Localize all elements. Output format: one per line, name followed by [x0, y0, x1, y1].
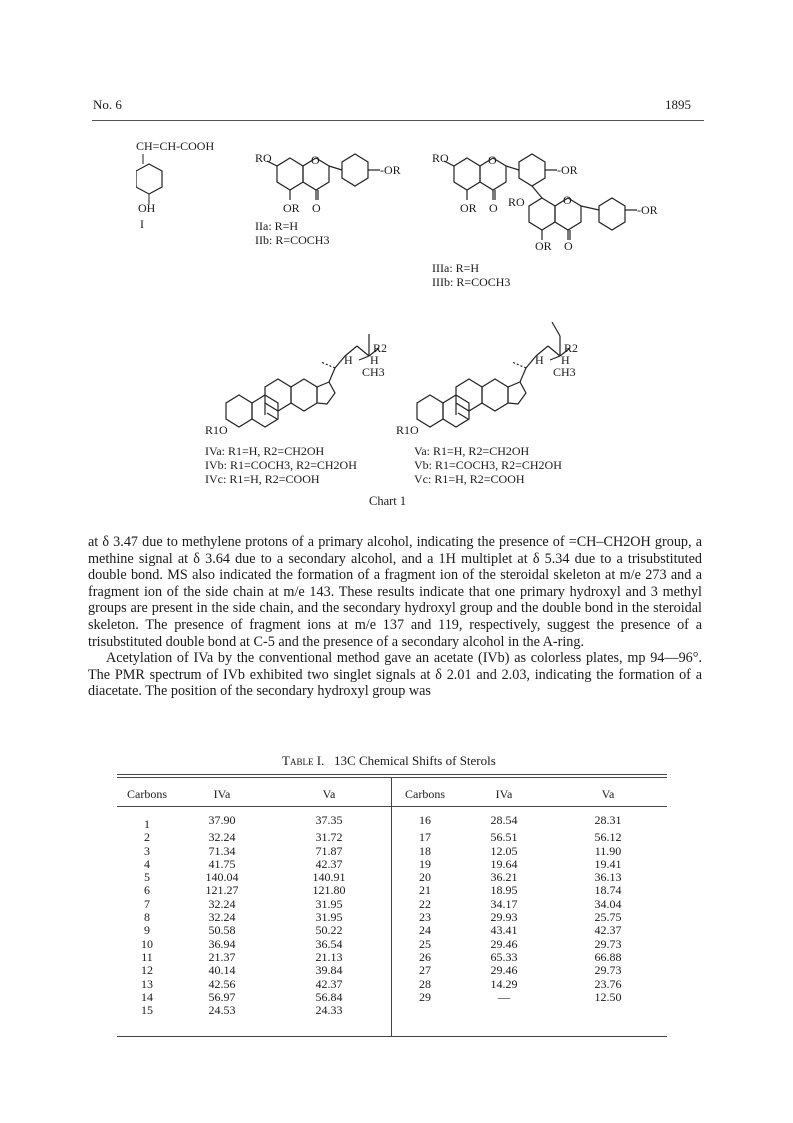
shift-value-cell: 71.34: [208, 843, 236, 858]
compound-label: Vb: R1=COCH3, R2=CH2OH: [414, 458, 562, 472]
compound-label: IIIb: R=COCH3: [432, 275, 511, 289]
shift-value-cell: 50.22: [315, 923, 343, 938]
shift-value-cell: 32.24: [208, 896, 236, 911]
shift-value-cell: 24.33: [315, 1003, 343, 1018]
shift-value-cell: 43.41: [490, 923, 518, 938]
shift-value-cell: 23.76: [594, 976, 622, 991]
shift-value-cell: 32.24: [208, 910, 236, 925]
flavone-skeleton: [255, 150, 405, 220]
ring-oxygen: O: [311, 153, 320, 167]
table-row: [117, 978, 667, 991]
shift-value-cell: 12.05: [490, 843, 518, 858]
substituent-label: OR: [535, 239, 552, 253]
carbon-number-cell: 21: [419, 883, 431, 898]
shift-value-cell: 71.87: [315, 843, 343, 858]
shift-value-cell: 36.94: [208, 936, 236, 951]
shift-value-cell: 42.37: [315, 976, 343, 991]
substituent-label: RO: [508, 195, 525, 209]
shift-value-cell: 42.37: [594, 923, 622, 938]
shift-value-cell: 36.54: [315, 936, 343, 951]
carbon-number-cell: 1: [144, 817, 150, 831]
table-top-rule: [117, 774, 667, 775]
shift-value-cell: 121.80: [312, 883, 346, 898]
shift-value-cell: 140.04: [205, 870, 239, 885]
shift-value-cell: [459, 1004, 549, 1017]
carbon-number-cell: 23: [419, 910, 431, 925]
shift-value-cell: 25.75: [594, 910, 622, 925]
table-title: 13C Chemical Shifts of Sterols: [334, 753, 496, 768]
carbon-number-cell: 20: [419, 870, 431, 885]
table-row: [117, 845, 667, 858]
shift-value-cell: 21.13: [315, 949, 343, 964]
table-row: [117, 858, 667, 871]
carbon-number-cell: 12: [141, 963, 153, 978]
shift-value-cell: 66.88: [594, 949, 622, 964]
carbon-number-cell: 13: [141, 976, 153, 991]
carbon-number-cell: 11: [141, 949, 153, 964]
carbon-number-cell: 22: [419, 896, 431, 911]
shift-value-cell: 56.84: [315, 989, 343, 1004]
shift-value-cell: 41.75: [208, 856, 236, 871]
carbonyl-oxygen: O: [312, 201, 321, 215]
carbon-number-cell: 28: [419, 976, 431, 991]
carbon-number-cell: 17: [419, 830, 431, 845]
substituent-label: R2: [564, 341, 579, 355]
shift-value-cell: 42.56: [208, 976, 236, 991]
shift-value-cell: 14.29: [490, 976, 518, 991]
shift-value-cell: [549, 1004, 667, 1017]
column-header: IVa: [495, 787, 513, 802]
carbon-number-cell: 4: [144, 856, 150, 871]
shift-value-cell: 40.14: [208, 963, 236, 978]
ring-oxygen: O: [488, 153, 497, 167]
carbon-number-cell: 29: [419, 989, 431, 1004]
table-row: [117, 951, 667, 964]
carbon-number-cell: 10: [141, 936, 153, 951]
table-header-row: [117, 780, 667, 810]
carbon-number-cell: 2: [144, 830, 150, 845]
shift-value-cell: 39.84: [315, 963, 343, 978]
compound-label: IVb: R1=COCH3, R2=CH2OH: [205, 458, 357, 472]
table-row: [117, 1004, 667, 1017]
shift-value-cell: 29.73: [594, 963, 622, 978]
shift-value-cell: 140.91: [312, 870, 346, 885]
compound-label: IIa: R=H: [255, 219, 299, 233]
carbonyl-oxygen: O: [489, 201, 498, 215]
journal-issue: No. 6: [93, 97, 122, 112]
shift-value-cell: 24.53: [208, 1003, 236, 1018]
carbon-number-cell: 26: [419, 949, 431, 964]
shift-value-cell: 56.51: [490, 830, 518, 845]
shift-value-cell: 29.93: [490, 910, 518, 925]
page-number: 1895: [665, 97, 691, 112]
table-top-rule: [117, 777, 667, 778]
table-row: [117, 871, 667, 884]
shift-value-cell: 42.37: [315, 856, 343, 871]
carbon-number-cell: 27: [419, 963, 431, 978]
shift-value-cell: 29.46: [490, 936, 518, 951]
carbon-number-cell: 16: [419, 813, 431, 827]
carbon-number-cell: 15: [141, 1003, 153, 1018]
ring-oxygen: O: [563, 193, 572, 207]
shift-value-cell: 29.46: [490, 963, 518, 978]
compound-label: IVc: R1=H, R2=COOH: [205, 472, 320, 486]
shift-value-cell: 56.97: [208, 989, 236, 1004]
substituent-label: OR: [283, 201, 300, 215]
carbon-number-cell: 14: [141, 989, 153, 1004]
substituent-label: -OR: [637, 203, 658, 217]
substituent-label: -OR: [380, 163, 401, 177]
table-row: [117, 964, 667, 977]
methyl-label: CH3: [362, 365, 385, 379]
shift-value-cell: 34.04: [594, 896, 622, 911]
table-row: [117, 911, 667, 924]
paragraph: Acetylation of IVa by the conventional method gave an acetate (IVb) as colorless plates, mp 94—96°. The PMR spectrum of IVb exhibited two singlet signals at δ 2.01 and 2.03, indicating the formation of a diacetate. The position of the secondary hydroxyl group was: [88, 650, 702, 700]
shift-value-cell: 34.17: [490, 896, 518, 911]
shift-value-cell: 36.21: [490, 870, 518, 885]
carbon-number-cell: 7: [144, 896, 150, 911]
carbon-number-cell: 6: [144, 883, 150, 898]
carbon-number-cell: [391, 1004, 459, 1017]
carbon-number-cell: 19: [419, 856, 431, 871]
column-header: Va: [601, 787, 615, 802]
shift-value-cell: 31.95: [315, 896, 343, 911]
column-header: Carbons: [127, 787, 167, 802]
shift-value-cell: 21.37: [208, 949, 236, 964]
shift-value-cell: 32.24: [208, 830, 236, 845]
shift-value-cell: 37.35: [315, 813, 343, 827]
shift-value-cell: 31.72: [315, 830, 343, 845]
table-row: [117, 924, 667, 937]
methyl-label: CH3: [553, 365, 576, 379]
shift-value-cell: 11.90: [594, 843, 622, 858]
shift-value-cell: 65.33: [490, 949, 518, 964]
substituent-label: RO: [255, 151, 272, 165]
column-header: IVa: [213, 787, 231, 802]
hydrogen-label: H: [535, 353, 544, 367]
hydrogen-label: H: [370, 353, 379, 367]
compound-label: IVa: R1=H, R2=CH2OH: [205, 444, 325, 458]
carbonyl-oxygen: O: [564, 239, 573, 253]
compound-label: IIb: R=COCH3: [255, 233, 330, 247]
substituent-label: -OR: [557, 163, 578, 177]
substituent-label: R1O: [396, 423, 419, 437]
shift-value-cell: 19.64: [490, 856, 518, 871]
compound-label: IIIa: R=H: [432, 261, 480, 275]
compound-label: I: [140, 217, 144, 231]
table-row: [117, 938, 667, 951]
carbon-number-cell: 25: [419, 936, 431, 951]
carbon-number-cell: 18: [419, 843, 431, 858]
table-row: [117, 991, 667, 1004]
substituent-label: CH=CH-COOH: [136, 139, 215, 153]
carbon-number-cell: 3: [144, 843, 150, 858]
substituent-label: R1O: [205, 423, 228, 437]
shift-value-cell: 121.27: [205, 883, 239, 898]
sterol-skeleton: [219, 320, 419, 430]
shift-value-cell: 37.90: [208, 813, 236, 827]
shift-value-cell: 12.50: [594, 989, 622, 1004]
shift-value-cell: 36.13: [594, 870, 622, 885]
shift-value-cell: 56.12: [594, 830, 622, 845]
column-header: Carbons: [405, 787, 445, 802]
table-body: [117, 810, 667, 1017]
paragraph: at δ 3.47 due to methylene protons of a primary alcohol, indicating the presence of =CH–CH2OH group, a methine signal at δ 3.64 due to a secondary alcohol, and a 1H multiplet at δ 5.34 due to a trisubstituted double bond. MS also indicated the formation of a fragment ion of the steroidal skeleton at m/e 273 and a fragment ion of the side chain at m/e 143. These results indicate that one primary hydroxyl and 3 methyl groups are present in the side chain, and the secondary hydroxyl group and the double bond in the steroidal skeleton. The presence of fragment ions at m/e 137 and 119, respectively, suggest the presence of a trisubstituted double bond at C-5 and the presence of a secondary alcohol in the A-ring.: [88, 534, 702, 650]
table-row: [117, 884, 667, 897]
substituent-label: OH: [138, 201, 156, 215]
shift-value-cell: 18.95: [490, 883, 518, 898]
shift-value-cell: 28.31: [594, 813, 622, 827]
shift-value-cell: 18.74: [594, 883, 622, 898]
compound-label: Vc: R1=H, R2=COOH: [414, 472, 525, 486]
hydrogen-label: H: [344, 353, 353, 367]
shift-value-cell: 50.58: [208, 923, 236, 938]
hydrogen-label: H: [561, 353, 570, 367]
substituent-label: R2: [373, 341, 388, 355]
sterol-shift-table: [117, 780, 667, 1017]
carbon-number-cell: 9: [144, 923, 150, 938]
shift-value-cell: —: [498, 989, 510, 1004]
table-row: [117, 831, 667, 844]
substituent-label: OR: [460, 201, 477, 215]
shift-value-cell: 28.54: [490, 813, 518, 827]
shift-value-cell: 29.73: [594, 936, 622, 951]
table-label: Table I.: [282, 753, 325, 768]
sterol-skeleton: [410, 320, 610, 430]
table-bottom-rule: [117, 1036, 667, 1037]
table-row: [117, 898, 667, 911]
column-header: Va: [322, 787, 336, 802]
carbon-number-cell: 8: [144, 910, 150, 925]
table-caption: [282, 753, 496, 769]
compound-label: Va: R1=H, R2=CH2OH: [414, 444, 530, 458]
substituent-label: RO: [432, 151, 449, 165]
chart-caption: Chart 1: [369, 494, 407, 508]
chart-1: [0, 0, 793, 520]
table-row: [117, 810, 667, 831]
carbon-number-cell: 24: [419, 923, 431, 938]
carbon-number-cell: 5: [144, 870, 150, 885]
body-text: [88, 534, 702, 700]
shift-value-cell: 31.95: [315, 910, 343, 925]
shift-value-cell: 19.41: [594, 856, 622, 871]
